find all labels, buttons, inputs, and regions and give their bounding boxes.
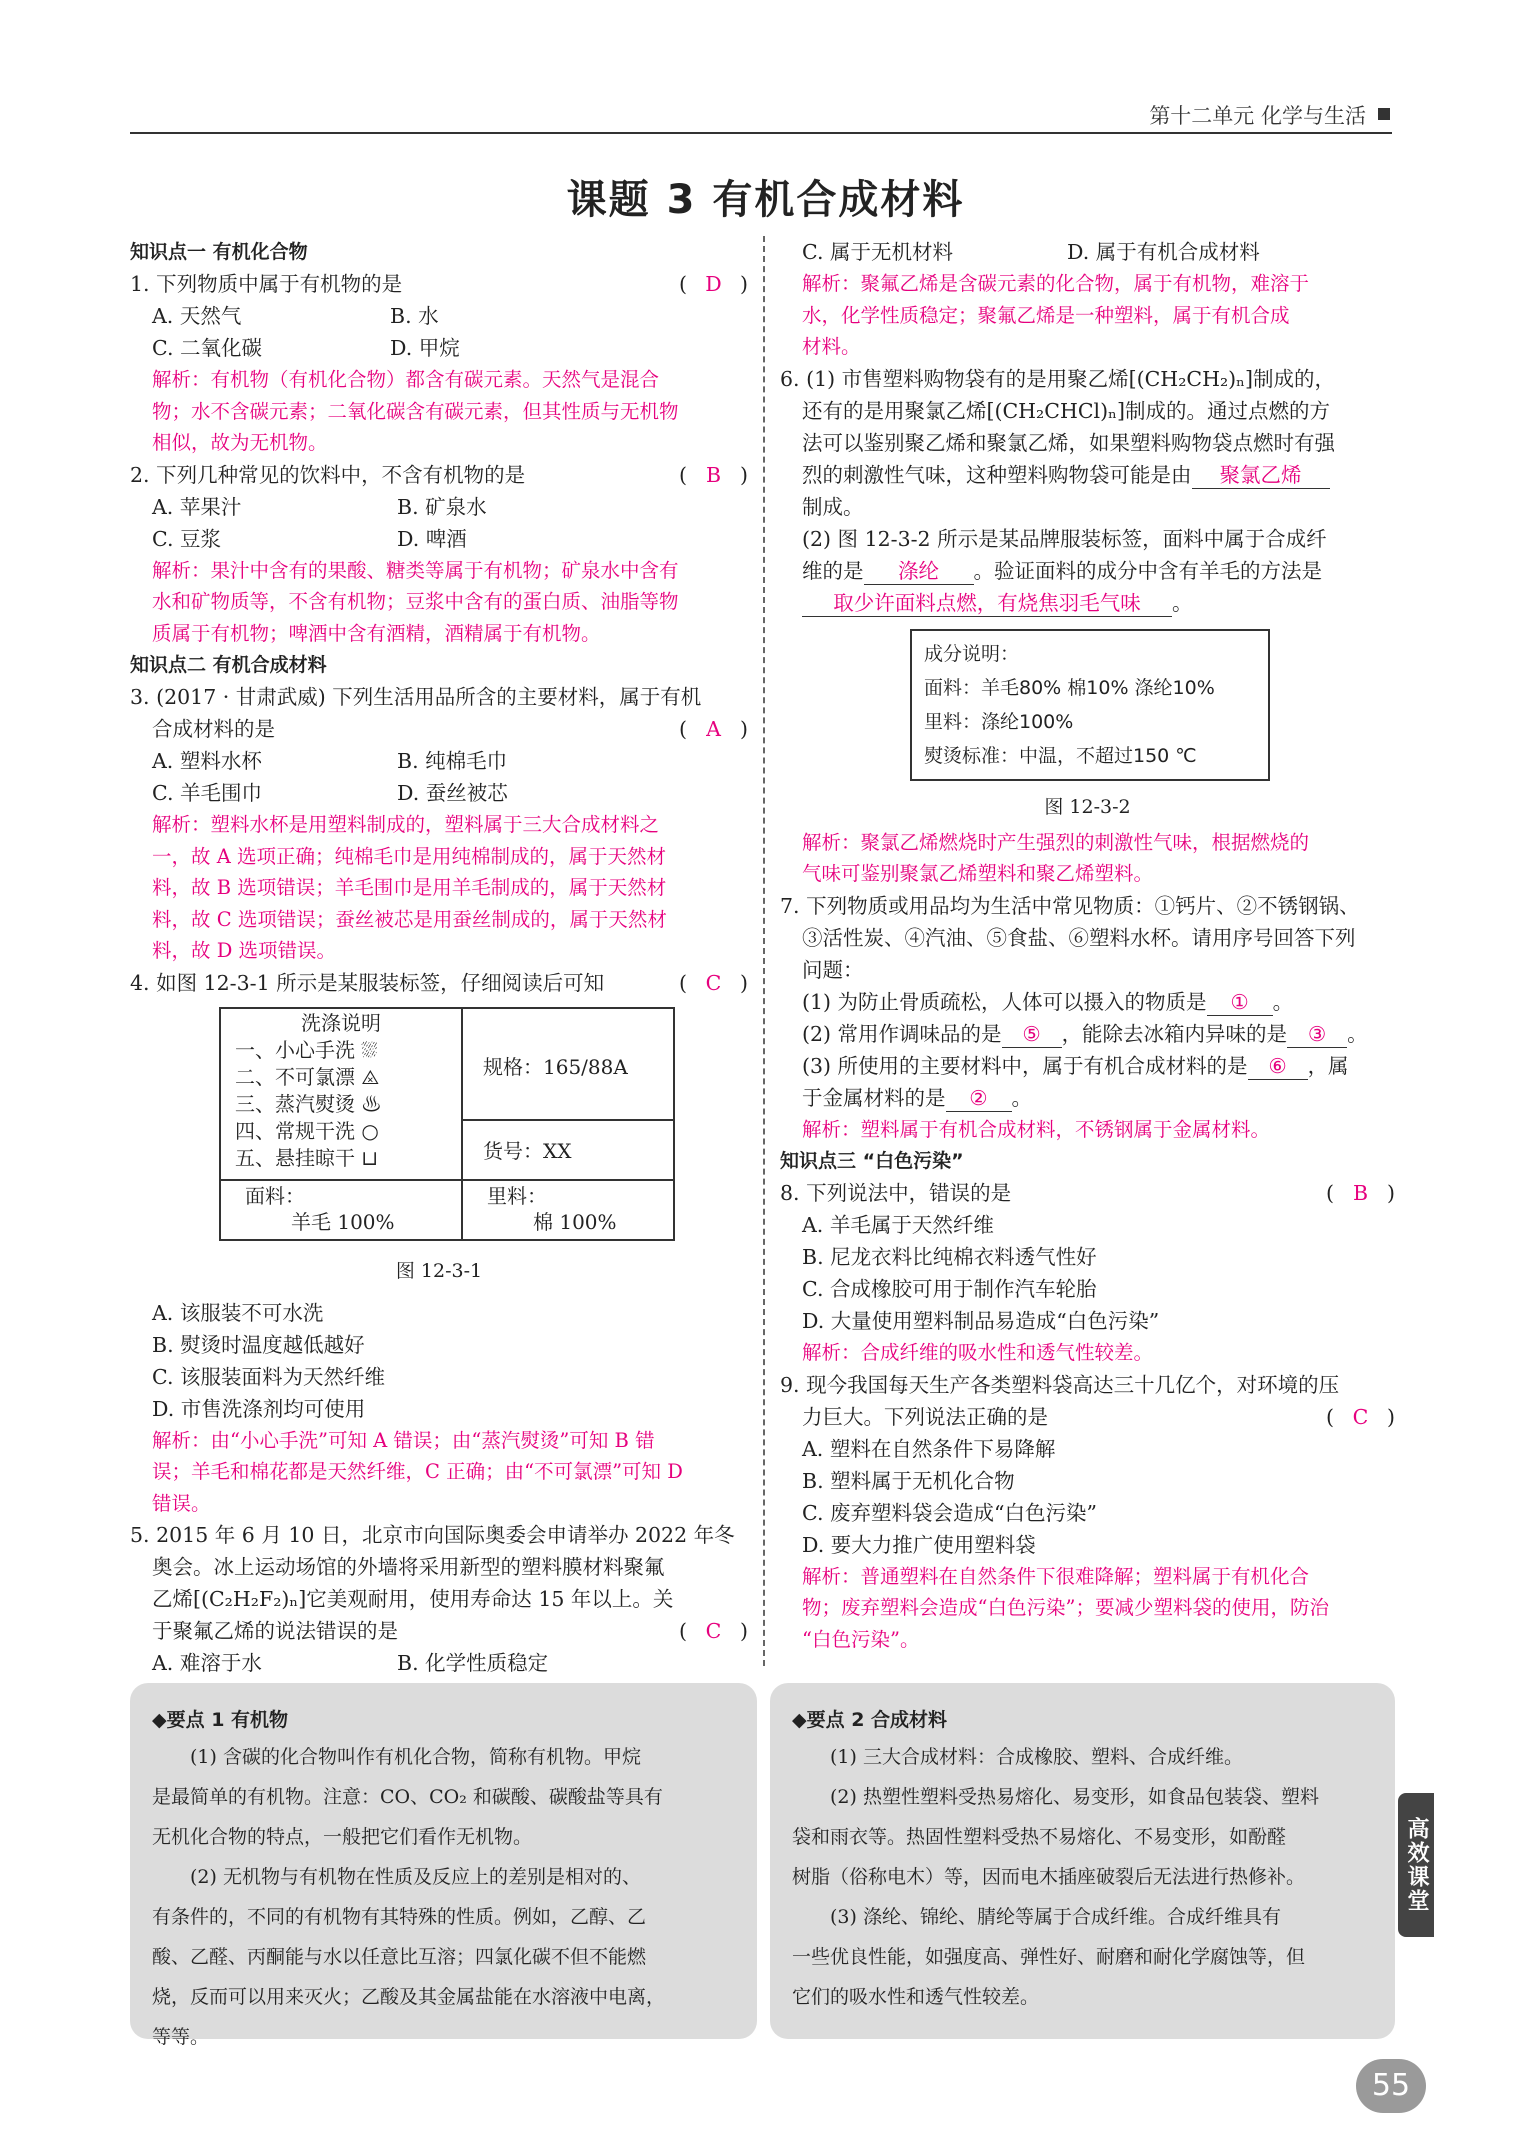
- explanation: 气味可鉴别聚氯乙烯塑料和聚乙烯塑料。: [802, 862, 1154, 885]
- option: B. 尼龙衣料比纯棉衣料透气性好: [802, 1245, 1097, 1269]
- option: A. 该服装不可水洗: [152, 1300, 324, 1325]
- explanation: 解析：果汁中含有的果酸、糖类等属于有机物；矿泉水中含有: [152, 558, 679, 582]
- question-1: 1. 下列物质中属于有机物的是 ( D ): [130, 268, 748, 300]
- option: C. 该服装面料为天然纤维: [152, 1364, 385, 1389]
- question-7-cont: ③活性炭、④汽油、⑤食盐、⑥塑料水杯。请用序号回答下列: [802, 925, 1356, 950]
- answer-bracket: ( C ): [678, 1619, 748, 1643]
- left-column: [130, 236, 748, 1679]
- option: C. 合成橡胶可用于制作汽车轮胎: [802, 1277, 1097, 1301]
- explanation: 料，故 D 选项错误。: [152, 939, 337, 962]
- answer-blank: ③: [1287, 1021, 1347, 1048]
- question-7-part1: (1) 为防止骨质疏松，人体可以摄入的物质是 ① 。: [802, 989, 1294, 1014]
- explanation: 料，故 B 选项错误；羊毛围巾是用羊毛制成的，属于天然材: [152, 876, 667, 899]
- question-7-cont: 于金属材料的是 ② 。: [802, 1085, 1032, 1110]
- question-7-part2: (2) 常用作调味品的是 ⑤ ，能除去冰箱内异味的是 ③ 。: [802, 1021, 1368, 1046]
- explanation: 水和矿物质等，不含有机物；豆浆中含有的蛋白质、油脂等物: [152, 590, 679, 613]
- question-6: 6. (1) 市售塑料购物袋有的是用聚乙烯[(CH₂CH₂)ₙ]制成的，: [780, 366, 1336, 391]
- panel-heading: ◆要点 2 合成材料: [792, 1709, 948, 1731]
- explanation: 错误。: [152, 1491, 211, 1515]
- explanation: 解析：塑料属于有机合成材料，不锈钢属于金属材料。: [802, 1117, 1271, 1141]
- dry-clean-icon: ○: [361, 1118, 379, 1143]
- option: B. 熨烫时温度越低越好: [152, 1332, 365, 1357]
- section-heading: 知识点三 “白色污染”: [780, 1150, 964, 1172]
- answer-bracket: ( C ): [678, 970, 748, 995]
- question-7: 7. 下列物质或用品均为生活中常见物质：①钙片、②不锈钢锅、: [780, 893, 1360, 918]
- explanation: 解析：聚氯乙烯燃烧时产生强烈的刺激性气味，根据燃烧的: [802, 830, 1310, 854]
- key-point-panel-1: [130, 1683, 757, 2048]
- explanation: 材料。: [802, 335, 861, 358]
- answer-bracket: ( B ): [1325, 1181, 1395, 1205]
- answer-blank: 聚氯乙烯: [1192, 462, 1330, 489]
- answer-bracket: ( B ): [678, 462, 748, 487]
- page-number: 55: [1356, 2059, 1426, 2113]
- panel-paragraph: (1) 含碳的化合物叫作有机化合物，简称有机物。甲烷 是最简单的有机物。注意：CO、CO₂ 和碳酸、碳酸盐等具有 无机化合物的特点，一般把它们看作无机物。: [152, 1746, 663, 1848]
- explanation: 质属于有机物；啤酒中含有酒精，酒精属于有机物。: [152, 621, 601, 645]
- answer-blank: 取少许面料点燃，有烧焦羽毛气味: [802, 590, 1172, 617]
- explanation: 物；废弃塑料会造成“白色污染”；要减少塑料袋的使用，防治: [802, 1596, 1329, 1619]
- question-5-cont: 奥会。冰上运动场馆的外墙将采用新型的塑料膜材料聚氟: [152, 1555, 665, 1579]
- explanation: 解析：塑料水杯是用塑料制成的，塑料属于三大合成材料之: [152, 813, 660, 836]
- question-3-cont: 合成材料的是 ( A ): [130, 713, 748, 745]
- question-6-cont: 维的是 涤纶 。验证面料的成分中含有羊毛的方法是: [802, 558, 1322, 583]
- option: D. 大量使用塑料制品易造成“白色污染”: [802, 1309, 1160, 1333]
- explanation: “白色污染”。: [802, 1627, 920, 1651]
- question-6-part2: (2) 图 12-3-2 所示是某品牌服装标签，面料中属于合成纤: [802, 526, 1327, 551]
- question-2: 2. 下列几种常见的饮料中，不含有机物的是 ( B ): [130, 459, 748, 491]
- option: B. 塑料属于无机化合物: [802, 1468, 1015, 1493]
- answer-blank: ⑤: [1002, 1021, 1062, 1048]
- explanation: 水，化学性质稳定；聚氟乙烯是一种塑料，属于有机合成: [802, 303, 1290, 327]
- header-text: 第十二单元 化学与生活: [1149, 104, 1366, 128]
- key-point-panel-2: [770, 1683, 1395, 2039]
- hand-wash-icon: ⛆: [361, 1037, 378, 1062]
- question-9: 9. 现今我国每天生产各类塑料袋高达三十几亿个，对环境的压: [780, 1372, 1340, 1397]
- composition-label-figure: 成分说明： 面料：羊毛80% 棉10% 涤纶10% 里料：涤纶100% 熨烫标准：中温，不超过150 ℃: [910, 629, 1270, 781]
- explanation: 解析：合成纤维的吸水性和透气性较差。: [802, 1341, 1154, 1364]
- explanation: 解析：聚氟乙烯是含碳元素的化合物，属于有机物，难溶于: [802, 272, 1310, 295]
- figure-caption: 图 12-3-2: [1044, 795, 1131, 818]
- explanation: 误；羊毛和棉花都是天然纤维，C 正确；由“不可氯漂”可知 D: [152, 1460, 683, 1483]
- options-row: C. 豆浆 D. 啤酒: [152, 526, 467, 551]
- answer-blank: ⑥: [1248, 1053, 1308, 1080]
- question-6-cont: 烈的刺激性气味，这种塑料购物袋可能是由 聚氯乙烯: [780, 459, 1395, 491]
- explanation: 解析：由“小心手洗”可知 A 错误；由“蒸汽熨烫”可知 B 错: [152, 1428, 655, 1452]
- answer-blank: ②: [946, 1085, 1012, 1112]
- answer-bracket: ( C ): [1325, 1404, 1395, 1429]
- question-7-part3: (3) 所使用的主要材料中，属于有机合成材料的是 ⑥ ，属: [802, 1053, 1349, 1078]
- explanation: 解析：普通塑料在自然条件下很难降解；塑料属于有机化合: [802, 1564, 1310, 1588]
- question-9-cont: 力巨大。下列说法正确的是 ( C ): [780, 1401, 1395, 1433]
- explanation: 解析：有机物（有机化合物）都含有碳元素。天然气是混合: [152, 368, 660, 391]
- side-tab-label: 高效课堂: [1398, 1793, 1434, 1937]
- explanation: 料，故 C 选项错误；蚕丝被芯是用蚕丝制成的，属于天然材: [152, 907, 667, 931]
- lining-cell: 里料： 棉 100%: [487, 1183, 617, 1234]
- panel-paragraph: (2) 热塑性塑料受热易熔化、易变形，如食品包装袋、塑料 袋和雨衣等。热固性塑料受热不易熔化、不易变形，如酚醛 树脂（俗称电木）等，因而电木插座破裂后无法进行热修补。: [792, 1786, 1319, 1888]
- options-row: A. 苹果汁 B. 矿泉水: [152, 494, 487, 519]
- option: D. 市售洗涤剂均可使用: [152, 1396, 366, 1421]
- page-header: [130, 98, 1392, 134]
- section-heading: 知识点二 有机合成材料: [130, 654, 327, 676]
- column-divider: [763, 236, 765, 1666]
- question-7-cont: 问题：: [802, 957, 864, 982]
- wash-instructions: 洗涤说明 一、小心手洗 ⛆ 二、不可氯漂 ⨻ 三、蒸汽熨烫 ♨ 四、常规干洗 ○ 五、悬挂晾干 ⊔: [221, 1009, 463, 1181]
- hang-dry-icon: ⊔: [361, 1145, 379, 1170]
- answer-bracket: ( A ): [678, 717, 748, 741]
- answer-bracket: ( D ): [678, 272, 748, 296]
- figure-caption: 图 12-3-1: [395, 1259, 483, 1282]
- fabric-cell: 面料： 羊毛 100%: [221, 1181, 463, 1239]
- question-6-cont: 还有的是用聚氯乙烯[(CH₂CHCl)ₙ]制成的。通过点燃的方: [802, 398, 1330, 423]
- options-row: C. 羊毛围巾 D. 蚕丝被芯: [152, 781, 508, 805]
- answer-blank: 涤纶: [864, 558, 974, 585]
- options-row: A. 塑料水杯 B. 纯棉毛巾: [152, 749, 508, 773]
- question-8: 8. 下列说法中，错误的是 ( B ): [780, 1177, 1395, 1209]
- question-5-cont: 乙烯[(C₂H₂F₂)ₙ]它美观耐用，使用寿命达 15 年以上。关: [152, 1587, 674, 1611]
- options-row: A. 难溶于水 B. 化学性质稳定: [152, 1651, 549, 1675]
- answer-blank: ①: [1207, 989, 1273, 1016]
- options-row: C. 二氧化碳 D. 甲烷: [152, 336, 460, 360]
- section-heading: 知识点一 有机化合物: [130, 241, 308, 263]
- right-column: [780, 236, 1395, 1655]
- question-6-cont: 取少许面料点燃，有烧焦羽毛气味 。: [780, 587, 1395, 619]
- header-square-icon: [1378, 108, 1390, 120]
- option: A. 塑料在自然条件下易降解: [802, 1436, 1056, 1461]
- panel-paragraph: (2) 无机物与有机物在性质及反应上的差别是相对的、 有条件的，不同的有机物有其特殊的性质。例如，乙醇、乙 酸、乙醛、丙酮能与水以任意比互溶；四氯化碳不但不能燃 烧，反而可以用来灭火；乙酸及其金属盐能在水溶液中电离， 等等。: [152, 1866, 666, 2048]
- explanation: 物；水不含碳元素；二氧化碳含有碳元素，但其性质与无机物: [152, 399, 679, 423]
- explanation: 一，故 A 选项正确；纯棉毛巾是用纯棉制成的，属于天然材: [152, 844, 666, 868]
- steam-iron-icon: ♨: [361, 1091, 382, 1116]
- question-3: 3. (2017 · 甘肃武威) 下列生活用品所含的主要材料，属于有机: [130, 685, 702, 709]
- question-5-cont: 于聚氟乙烯的说法错误的是 ( C ): [130, 1615, 748, 1647]
- item-number-cell: 货号：XX: [463, 1121, 673, 1181]
- panel-paragraph: (3) 涤纶、锦纶、腈纶等属于合成纤维。合成纤维具有 一些优良性能，如强度高、弹性好、耐磨和耐化学腐蚀等，但 它们的吸水性和透气性较差。: [792, 1906, 1306, 2008]
- question-5: 5. 2015 年 6 月 10 日，北京市向国际奥委会申请举办 2022 年冬: [130, 1523, 735, 1547]
- options-row: A. 天然气 B. 水: [152, 304, 439, 328]
- size-cell: 规格：165/88A: [463, 1009, 673, 1121]
- page-title: 课题 3 有机合成材料: [566, 177, 965, 223]
- options-row: C. 属于无机材料 D. 属于有机合成材料: [802, 240, 1260, 264]
- panel-heading: ◆要点 1 有机物: [152, 1709, 289, 1731]
- no-bleach-icon: ⨻: [361, 1064, 380, 1089]
- question-4: 4. 如图 12-3-1 所示是某服装标签，仔细阅读后可知 ( C ): [130, 967, 748, 999]
- option: C. 废弃塑料袋会造成“白色污染”: [802, 1500, 1097, 1525]
- explanation: 相似，故为无机物。: [152, 431, 328, 454]
- option: D. 要大力推广使用塑料袋: [802, 1532, 1036, 1557]
- question-6-cont: 制成。: [802, 494, 864, 519]
- option: A. 羊毛属于天然纤维: [802, 1213, 994, 1237]
- clothing-label-figure: [219, 1007, 675, 1241]
- question-6-cont: 法可以鉴别聚乙烯和聚氯乙烯，如果塑料购物袋点燃时有强: [802, 430, 1335, 455]
- panel-paragraph: (1) 三大合成材料：合成橡胶、塑料、合成纤维。: [830, 1746, 1243, 1768]
